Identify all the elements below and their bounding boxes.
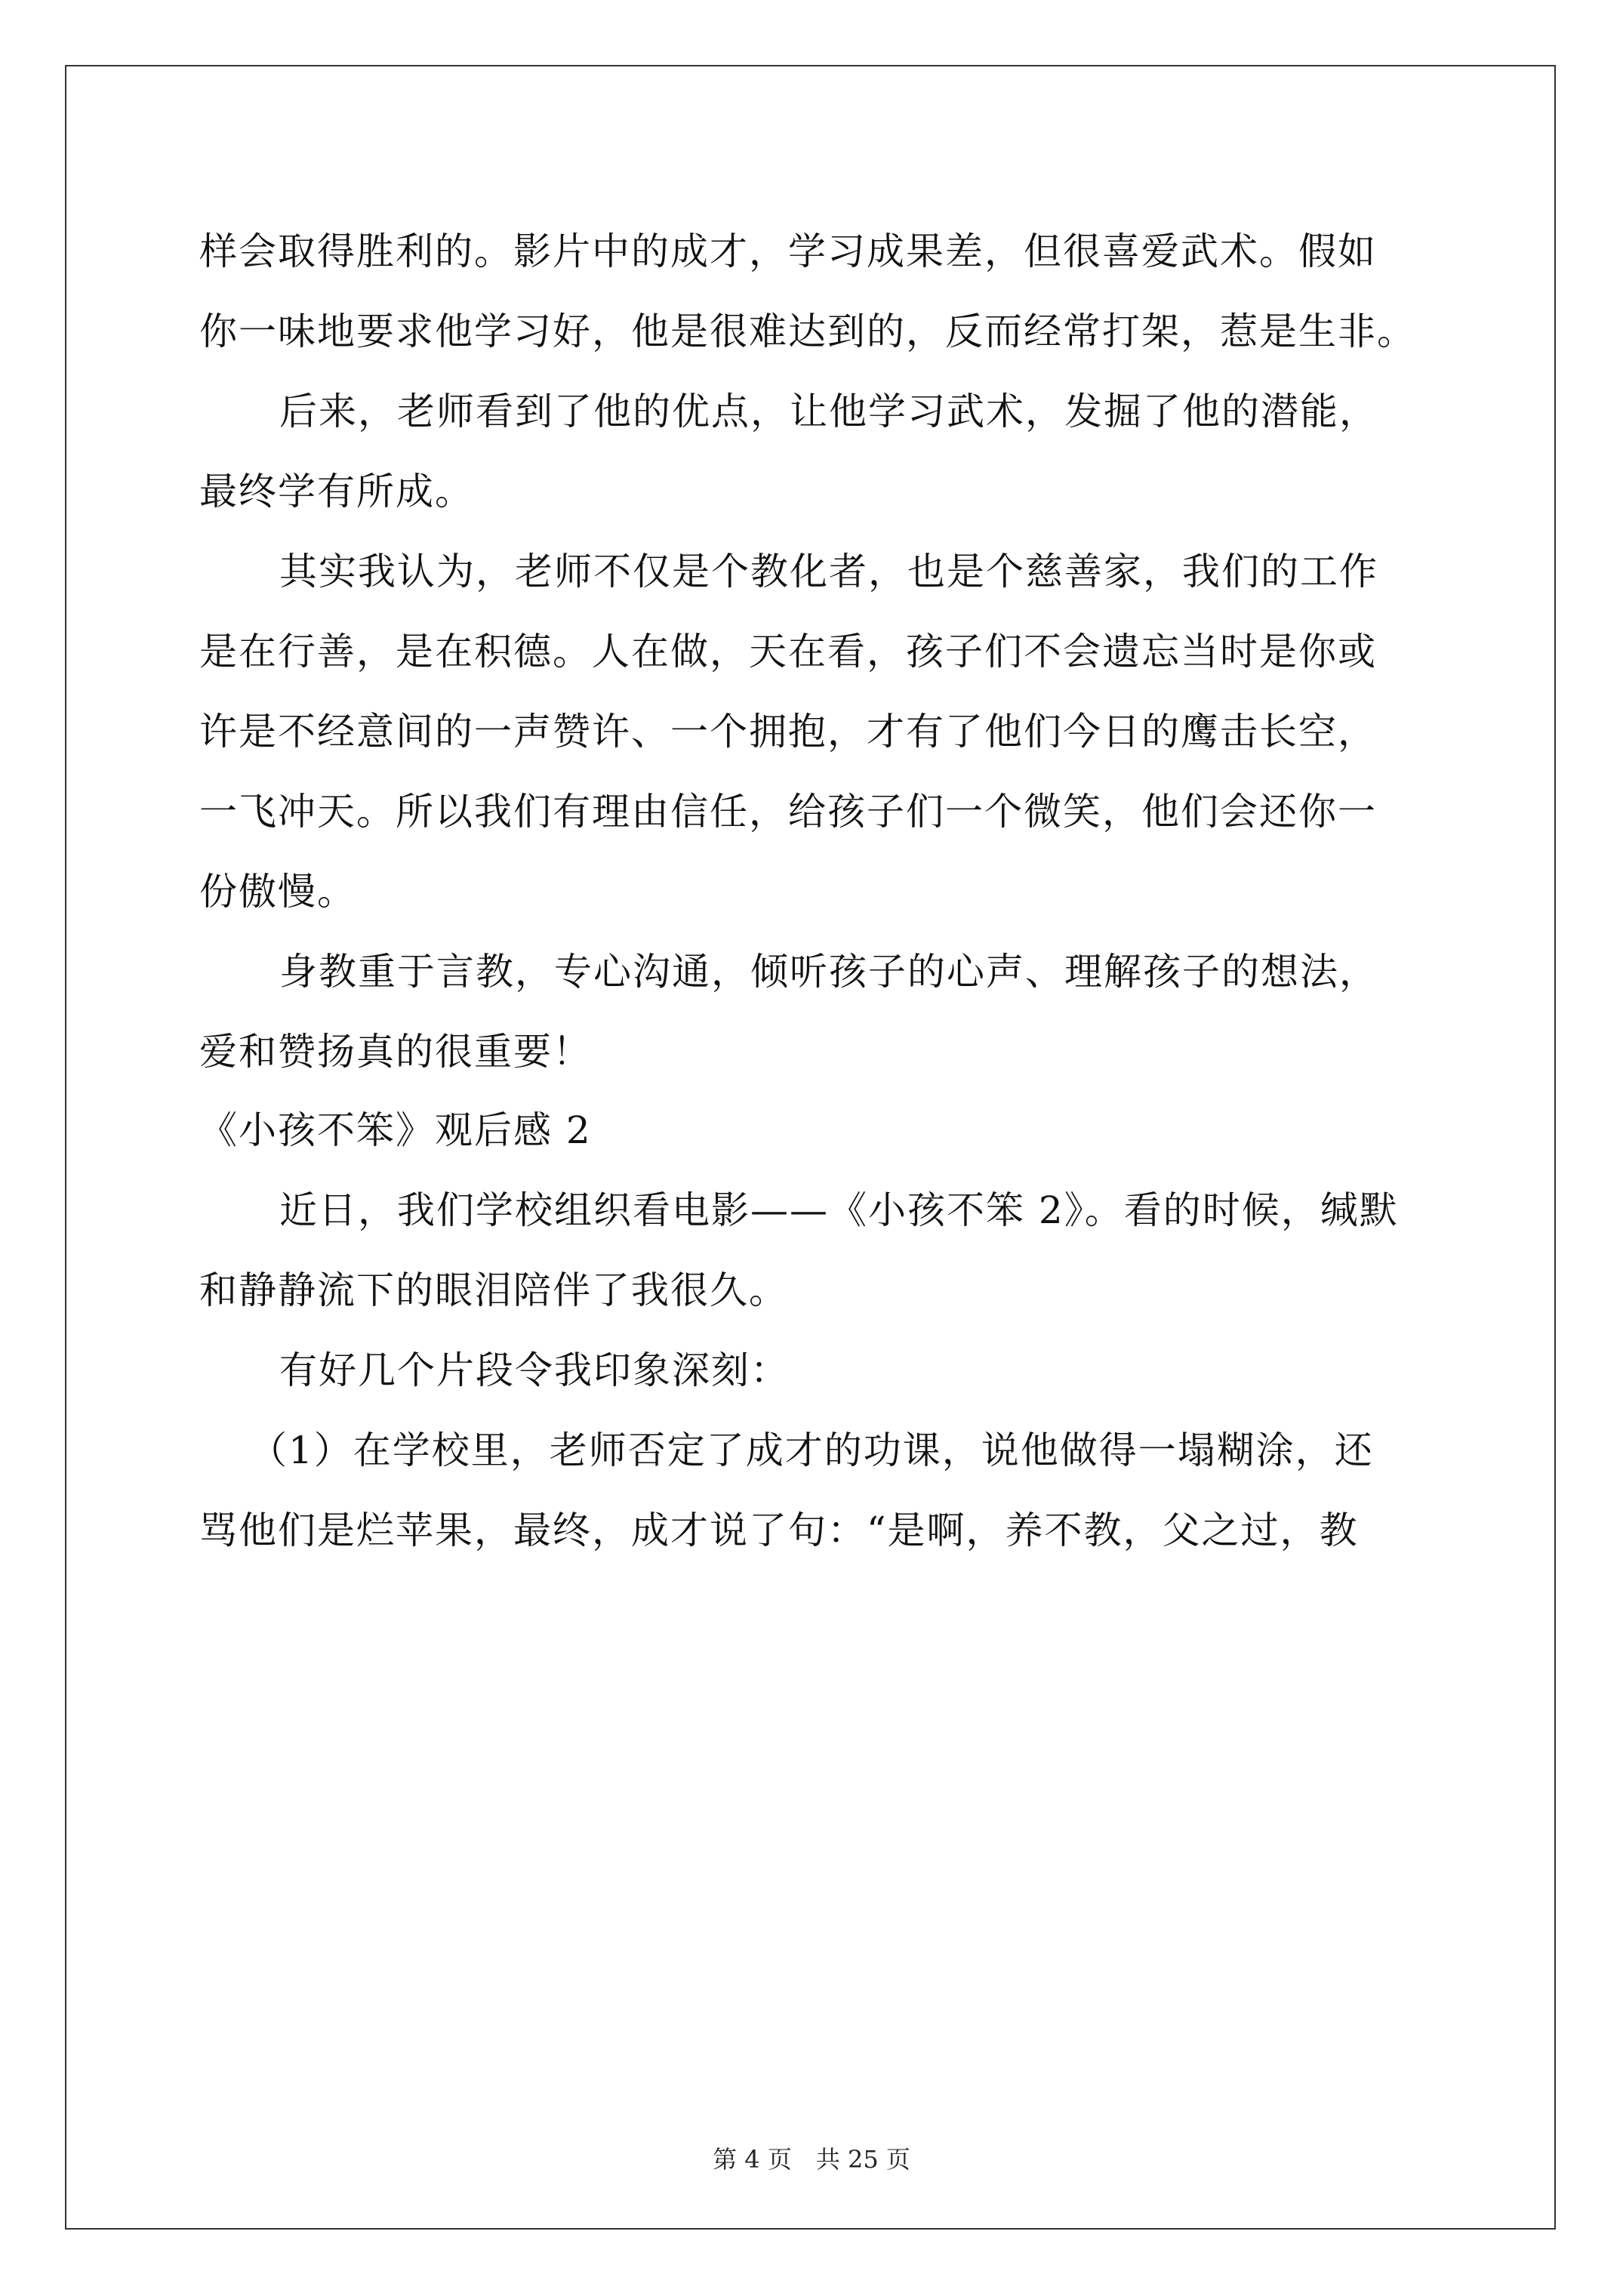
page-number-footer: 第 4 页 共 25 页 bbox=[713, 2145, 910, 2174]
body-line-6: 是在行善，是在积德。人在做，天在看，孩子们不会遗忘当时是你或 bbox=[199, 630, 1377, 673]
section-heading: 《小孩不笨》观后感 2 bbox=[199, 1108, 592, 1152]
body-line-3: 后来，老师看到了他的优点，让他学习武术，发掘了他的潜能， bbox=[279, 390, 1378, 433]
body-line-14: 和静静流下的眼泪陪伴了我很久。 bbox=[199, 1268, 788, 1312]
body-line-2: 你一味地要求他学习好，他是很难达到的，反而经常打架，惹是生非。 bbox=[199, 310, 1416, 353]
body-line-11: 爱和赞扬真的很重要！ bbox=[199, 1030, 592, 1074]
body-line-9: 份傲慢。 bbox=[199, 870, 356, 914]
body-line-5: 其实我认为，老师不仅是个教化者，也是个慈善家，我们的工作 bbox=[279, 550, 1378, 593]
body-line-15: 有好几个片段令我印象深刻： bbox=[279, 1348, 790, 1392]
body-line-1: 样会取得胜利的。影片中的成才，学习成果差，但很喜爱武术。假如 bbox=[199, 230, 1377, 273]
body-line-8: 一飞冲天。所以我们有理由信任，给孩子们一个微笑，他们会还你一 bbox=[199, 790, 1377, 834]
body-line-17: 骂他们是烂苹果，最终，成才说了句：“是啊，养不教，父之过，教 bbox=[199, 1509, 1359, 1552]
body-line-13: 近日，我们学校组织看电影——《小孩不笨 2》。看的时候，缄默 bbox=[279, 1188, 1399, 1232]
body-line-10: 身教重于言教，专心沟通，倾听孩子的心声、理解孩子的想法， bbox=[279, 950, 1378, 994]
body-line-7: 许是不经意间的一声赞许、一个拥抱，才有了他们今日的鹰击长空， bbox=[199, 710, 1377, 754]
body-line-4: 最终学有所成。 bbox=[199, 470, 474, 513]
body-line-16: （1）在学校里，老师否定了成才的功课，说他做得一塌糊涂，还 bbox=[249, 1428, 1374, 1472]
